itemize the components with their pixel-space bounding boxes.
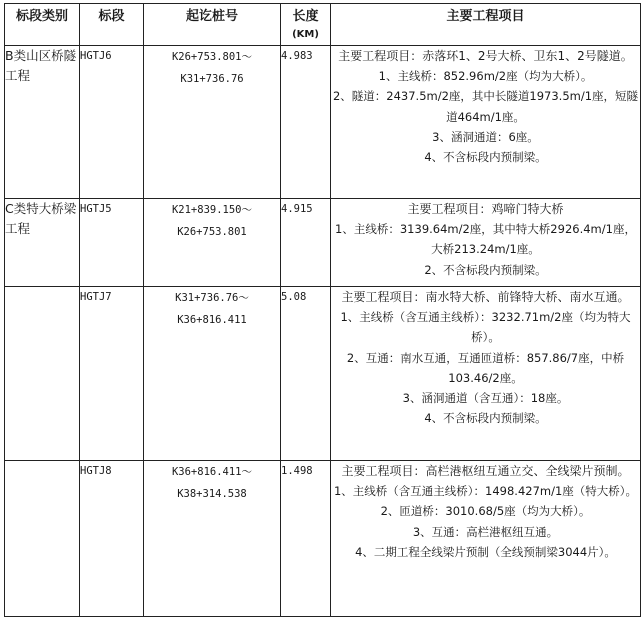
category-cell [5,46,80,199]
section-code: HGTJ6 [80,46,144,199]
item-line: 4、二期工程全线梁片预制（全线预制梁3044片）。 [355,544,616,559]
bid-section-table [4,3,641,617]
item-line: 1、主线桥：3139.64m/2座，其中特大桥2926.4m/1座，大桥213.24m/1座。 [335,222,636,257]
item-line: 2、匝道桥：3010.68/5座（均为大桥）。 [380,504,591,519]
category-text: B类山区桥隧工程 [5,48,77,83]
range-start: K26+753.801～ [171,51,253,63]
items-cell [331,461,641,617]
item-line: 4、不含标段内预制梁。 [424,411,547,426]
header-length [281,4,331,46]
item-line: 2、互通：南水互通，互通匝道桥：857.86/7座，中桥103.46/2座。 [346,350,625,385]
range-start: K21+839.150～ [171,204,253,216]
header-row [5,4,641,46]
items-cell [331,287,641,461]
range-cell [144,46,281,199]
category-text: C类特大桥梁工程 [5,201,77,236]
range-end: K38+314.538 [177,488,247,500]
item-main: 主要工程项目：南水特大桥、前锋特大桥、南水互通。 [341,290,630,304]
item-main: 主要工程项目：赤落环1、2号大桥、卫东1、2号隧道。 [338,49,633,63]
header-category: 标段类别 [5,4,80,46]
length-value: 1.498 [281,461,331,617]
table-row [5,461,641,617]
range-start: K31+736.76～ [175,292,249,304]
item-line: 3、涵洞通道（含互通）：18座。 [402,391,569,406]
header-items: 主要工程项目 [331,4,641,46]
range-end: K36+816.411 [177,314,247,326]
item-line: 2、不含标段内预制梁。 [424,262,547,277]
section-code: HGTJ5 [80,199,144,287]
section-code: HGTJ8 [80,461,144,617]
range-cell [144,199,281,287]
header-length-unit: (KM) [292,29,319,40]
range-start: K36+816.411～ [171,466,253,478]
item-line: 1、主线桥（含互通主线桥）：3232.71m/2座（均为特大桥）。 [340,310,631,345]
length-value: 4.915 [281,199,331,287]
item-line: 1、主线桥（含互通主线桥）：1498.427m/1座（特大桥）。 [333,484,638,499]
header-section: 标段 [80,4,144,46]
section-code: HGTJ7 [80,287,144,461]
items-cell [331,46,641,199]
item-main: 主要工程项目：鸡啼门特大桥 [407,202,564,216]
header-range: 起讫桩号 [144,4,281,46]
range-cell [144,287,281,461]
items-cell [331,199,641,287]
category-cell [5,287,80,461]
range-cell [144,461,281,617]
category-cell [5,461,80,617]
item-line: 3、涵洞通道：6座。 [432,129,539,144]
item-line: 4、不含标段内预制梁。 [424,150,547,165]
range-end: K31+736.76 [180,73,244,85]
header-length-label: 长度 [292,9,319,24]
item-line: 1、主线桥：852.96m/2座（均为大桥）。 [378,69,593,84]
range-end: K26+753.801 [177,226,247,238]
table-row [5,287,641,461]
item-main: 主要工程项目：高栏港枢纽互通立交、全线梁片预制。 [341,464,630,478]
item-line: 2、隧道：2437.5m/2座，其中长隧道1973.5m/1座，短隧道464m/1座。 [332,89,639,124]
length-value: 5.08 [281,287,331,461]
category-cell [5,199,80,287]
length-value: 4.983 [281,46,331,199]
item-line: 3、互通：高栏港枢纽互通。 [412,524,559,539]
table-row [5,199,641,287]
table-row [5,46,641,199]
